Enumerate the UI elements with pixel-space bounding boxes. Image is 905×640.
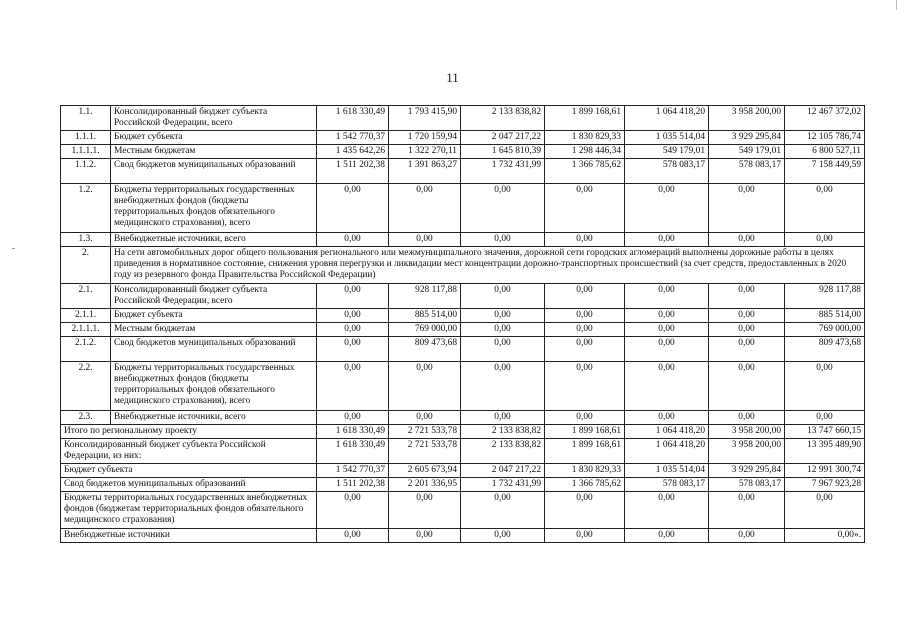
value-cell: 2 133 838,82: [461, 439, 545, 464]
value-cell: 1 542 770,37: [317, 464, 389, 478]
total-label: Внебюджетные источники: [61, 529, 317, 543]
value-cell: 1 435 642,26: [317, 145, 389, 159]
table-row: [61, 106, 865, 131]
value-cell: 0,00: [545, 233, 625, 247]
value-cell: 549 179,01: [709, 145, 785, 159]
value-cell: 0,00: [461, 492, 545, 529]
table-row: [61, 159, 865, 184]
value-cell: 1 830 829,33: [545, 131, 625, 145]
section-title: На сети автомобильных дорог общего пользования регионального или межмуниципального значения, дорожной сети городских агломераций выполнены дорожные работы в целях приведения в нормативное состояние, снижения уровня перегрузки и ликвидации мест концентрации дорожно-транспортных происшествий (за счет средств, предоставленных в 2020 году из резервного фонда Правительства Российской Федерации): [111, 247, 865, 284]
value-cell: 0,00: [317, 492, 389, 529]
table-row: [61, 131, 865, 145]
budget-table-wrapper: [60, 105, 865, 543]
value-cell: 885 514,00: [785, 309, 865, 323]
value-cell: 1 035 514,04: [625, 131, 709, 145]
scan-edge-mark: [896, 0, 897, 10]
value-cell: 0,00: [389, 362, 461, 411]
value-cell: 0,00: [545, 284, 625, 309]
value-cell: 3 958 200,00: [709, 425, 785, 439]
value-cell: 0,00: [625, 529, 709, 543]
value-cell: 885 514,00: [389, 309, 461, 323]
value-cell: 2 047 217,22: [461, 464, 545, 478]
row-label: Местным бюджетам: [111, 145, 317, 159]
value-cell: 0,00: [545, 337, 625, 362]
row-label: Внебюджетные источники, всего: [111, 233, 317, 247]
value-cell: 0,00: [625, 184, 709, 233]
total-label: Бюджеты территориальных государственных внебюджетных фондов (бюджетам территориальных фондов обязательного медицинского страхования): [61, 492, 317, 529]
value-cell: 0,00: [625, 411, 709, 425]
value-cell: 0,00: [545, 362, 625, 411]
value-cell: 0,00: [709, 184, 785, 233]
value-cell: 0,00: [785, 362, 865, 411]
value-cell: 1 064 418,20: [625, 425, 709, 439]
value-cell: 0,00: [317, 184, 389, 233]
value-cell: 0,00: [389, 411, 461, 425]
row-label: Бюджеты территориальных государственных внебюджетных фондов (бюджеты территориальных фондов обязательного медицинского страхования), всего: [111, 362, 317, 411]
table-row: [61, 284, 865, 309]
value-cell: 0,00: [461, 323, 545, 337]
value-cell: 1 732 431,99: [461, 478, 545, 492]
row-code: 2.1.: [61, 284, 111, 309]
value-cell: 0,00: [625, 323, 709, 337]
value-cell: 0,00: [461, 337, 545, 362]
value-cell: 0,00: [709, 323, 785, 337]
value-cell: 13 395 489,90: [785, 439, 865, 464]
row-label: Бюджет субъекта: [111, 309, 317, 323]
value-cell: 3 958 200,00: [709, 439, 785, 464]
total-label: Консолидированный бюджет субъекта Российской Федерации, из них:: [61, 439, 317, 464]
value-cell: 0,00: [389, 184, 461, 233]
value-cell: 12 105 786,74: [785, 131, 865, 145]
row-label: Консолидированный бюджет субъекта Российской Федерации, всего: [111, 106, 317, 131]
value-cell: 0,00: [709, 337, 785, 362]
value-cell: 2 605 673,94: [389, 464, 461, 478]
value-cell: 1 618 330,49: [317, 425, 389, 439]
budget-table: [60, 105, 865, 543]
value-cell: 0,00: [461, 362, 545, 411]
value-cell: 0,00: [709, 233, 785, 247]
value-cell: 1 899 168,61: [545, 439, 625, 464]
value-cell: 1 366 785,62: [545, 478, 625, 492]
row-code: 1.1.2.: [61, 159, 111, 184]
value-cell: 0,00: [545, 309, 625, 323]
budget-table-body: [61, 106, 865, 543]
value-cell: 0,00: [317, 284, 389, 309]
row-code: 2.1.1.: [61, 309, 111, 323]
value-cell: 578 083,17: [709, 478, 785, 492]
value-cell: 0,00: [545, 323, 625, 337]
value-cell: 0,00: [545, 492, 625, 529]
table-row: [61, 323, 865, 337]
row-code: 1.2.: [61, 184, 111, 233]
value-cell: 0,00: [709, 309, 785, 323]
table-row: [61, 309, 865, 323]
value-cell: 0,00: [461, 233, 545, 247]
value-cell: 928 117,88: [785, 284, 865, 309]
value-cell: 1 732 431,99: [461, 159, 545, 184]
value-cell: 769 000,00: [785, 323, 865, 337]
value-cell: 1 064 418,20: [625, 439, 709, 464]
value-cell: 0,00: [625, 362, 709, 411]
row-code: 1.3.: [61, 233, 111, 247]
total-label: Свод бюджетов муниципальных образований: [61, 478, 317, 492]
value-cell: 0,00: [317, 337, 389, 362]
row-code: 2.1.2.: [61, 337, 111, 362]
value-cell: 0,00: [317, 529, 389, 543]
table-row: [61, 184, 865, 233]
table-row: [61, 233, 865, 247]
row-code: 1.1.1.: [61, 131, 111, 145]
value-cell: 1 618 330,49: [317, 439, 389, 464]
row-label: Консолидированный бюджет субъекта Российской Федерации, всего: [111, 284, 317, 309]
scan-dot: [12, 248, 15, 249]
value-cell: 1 511 202,38: [317, 159, 389, 184]
total-row: [61, 439, 865, 464]
value-cell: 0,00: [625, 284, 709, 309]
value-cell: 2 201 336,95: [389, 478, 461, 492]
value-cell: 1 366 785,62: [545, 159, 625, 184]
total-row: [61, 464, 865, 478]
value-cell: 6 800 527,11: [785, 145, 865, 159]
value-cell: 0,00: [461, 184, 545, 233]
row-code: 2.3.: [61, 411, 111, 425]
value-cell: 2 721 533,78: [389, 425, 461, 439]
table-row: [61, 411, 865, 425]
value-cell: 0,00: [461, 309, 545, 323]
value-cell: 0,00: [389, 233, 461, 247]
value-cell: 1 899 168,61: [545, 106, 625, 131]
row-label: Бюджет субъекта: [111, 131, 317, 145]
row-code: 2.1.1.1.: [61, 323, 111, 337]
value-cell: 928 117,88: [389, 284, 461, 309]
value-cell: 1 064 418,20: [625, 106, 709, 131]
value-cell: 0,00: [625, 337, 709, 362]
value-cell: 0,00».: [785, 529, 865, 543]
value-cell: 0,00: [785, 492, 865, 529]
value-cell: 809 473,68: [389, 337, 461, 362]
value-cell: 549 179,01: [625, 145, 709, 159]
row-label: Внебюджетные источники, всего: [111, 411, 317, 425]
total-row: [61, 425, 865, 439]
value-cell: 0,00: [625, 309, 709, 323]
value-cell: 7 967 923,28: [785, 478, 865, 492]
value-cell: 1 720 159,94: [389, 131, 461, 145]
value-cell: 0,00: [317, 233, 389, 247]
value-cell: 1 511 202,38: [317, 478, 389, 492]
total-row: [61, 529, 865, 543]
value-cell: 0,00: [389, 492, 461, 529]
value-cell: 1 899 168,61: [545, 425, 625, 439]
value-cell: 1 542 770,37: [317, 131, 389, 145]
value-cell: 1 322 270,11: [389, 145, 461, 159]
value-cell: 0,00: [545, 184, 625, 233]
value-cell: 0,00: [625, 233, 709, 247]
table-row: [61, 337, 865, 362]
value-cell: 1 618 330,49: [317, 106, 389, 131]
value-cell: 0,00: [709, 492, 785, 529]
value-cell: 3 929 295,84: [709, 131, 785, 145]
value-cell: 2 133 838,82: [461, 425, 545, 439]
value-cell: 0,00: [317, 362, 389, 411]
row-label: Свод бюджетов муниципальных образований: [111, 159, 317, 184]
row-label: Местным бюджетам: [111, 323, 317, 337]
value-cell: 0,00: [785, 184, 865, 233]
value-cell: 0,00: [545, 411, 625, 425]
value-cell: 1 391 863,27: [389, 159, 461, 184]
value-cell: 809 473,68: [785, 337, 865, 362]
value-cell: 0,00: [709, 529, 785, 543]
value-cell: 0,00: [545, 529, 625, 543]
value-cell: 0,00: [317, 323, 389, 337]
table-row: [61, 362, 865, 411]
row-code: 1.1.: [61, 106, 111, 131]
row-code: 2.: [61, 247, 111, 284]
value-cell: 12 467 372,02: [785, 106, 865, 131]
page-number: 11: [446, 70, 459, 85]
row-label: Свод бюджетов муниципальных образований: [111, 337, 317, 362]
total-label: Бюджет субъекта: [61, 464, 317, 478]
value-cell: 578 083,17: [709, 159, 785, 184]
value-cell: 1 830 829,33: [545, 464, 625, 478]
value-cell: 0,00: [785, 233, 865, 247]
value-cell: 3 929 295,84: [709, 464, 785, 478]
value-cell: 1 645 810,39: [461, 145, 545, 159]
value-cell: 0,00: [389, 529, 461, 543]
value-cell: 578 083,17: [625, 159, 709, 184]
value-cell: 12 991 300,74: [785, 464, 865, 478]
row-code: 2.2.: [61, 362, 111, 411]
value-cell: 578 083,17: [625, 478, 709, 492]
value-cell: 0,00: [461, 411, 545, 425]
value-cell: 1 793 415,90: [389, 106, 461, 131]
value-cell: 0,00: [317, 309, 389, 323]
value-cell: 0,00: [461, 284, 545, 309]
value-cell: 2 133 838,82: [461, 106, 545, 131]
value-cell: 0,00: [709, 411, 785, 425]
table-row: [61, 145, 865, 159]
value-cell: 0,00: [785, 411, 865, 425]
value-cell: 2 721 533,78: [389, 439, 461, 464]
value-cell: 7 158 449,59: [785, 159, 865, 184]
value-cell: 1 035 514,04: [625, 464, 709, 478]
value-cell: 13 747 660,15: [785, 425, 865, 439]
value-cell: 0,00: [317, 411, 389, 425]
value-cell: 2 047 217,22: [461, 131, 545, 145]
value-cell: 0,00: [709, 284, 785, 309]
total-row: [61, 492, 865, 529]
section-row: [61, 247, 865, 284]
value-cell: 0,00: [625, 492, 709, 529]
value-cell: 0,00: [461, 529, 545, 543]
value-cell: 0,00: [709, 362, 785, 411]
total-label: Итого по региональному проекту: [61, 425, 317, 439]
row-code: 1.1.1.1.: [61, 145, 111, 159]
value-cell: 1 298 446,34: [545, 145, 625, 159]
value-cell: 769 000,00: [389, 323, 461, 337]
value-cell: 3 958 200,00: [709, 106, 785, 131]
total-row: [61, 478, 865, 492]
row-label: Бюджеты территориальных государственных внебюджетных фондов (бюджеты территориальных фондов обязательного медицинского страхования), всего: [111, 184, 317, 233]
